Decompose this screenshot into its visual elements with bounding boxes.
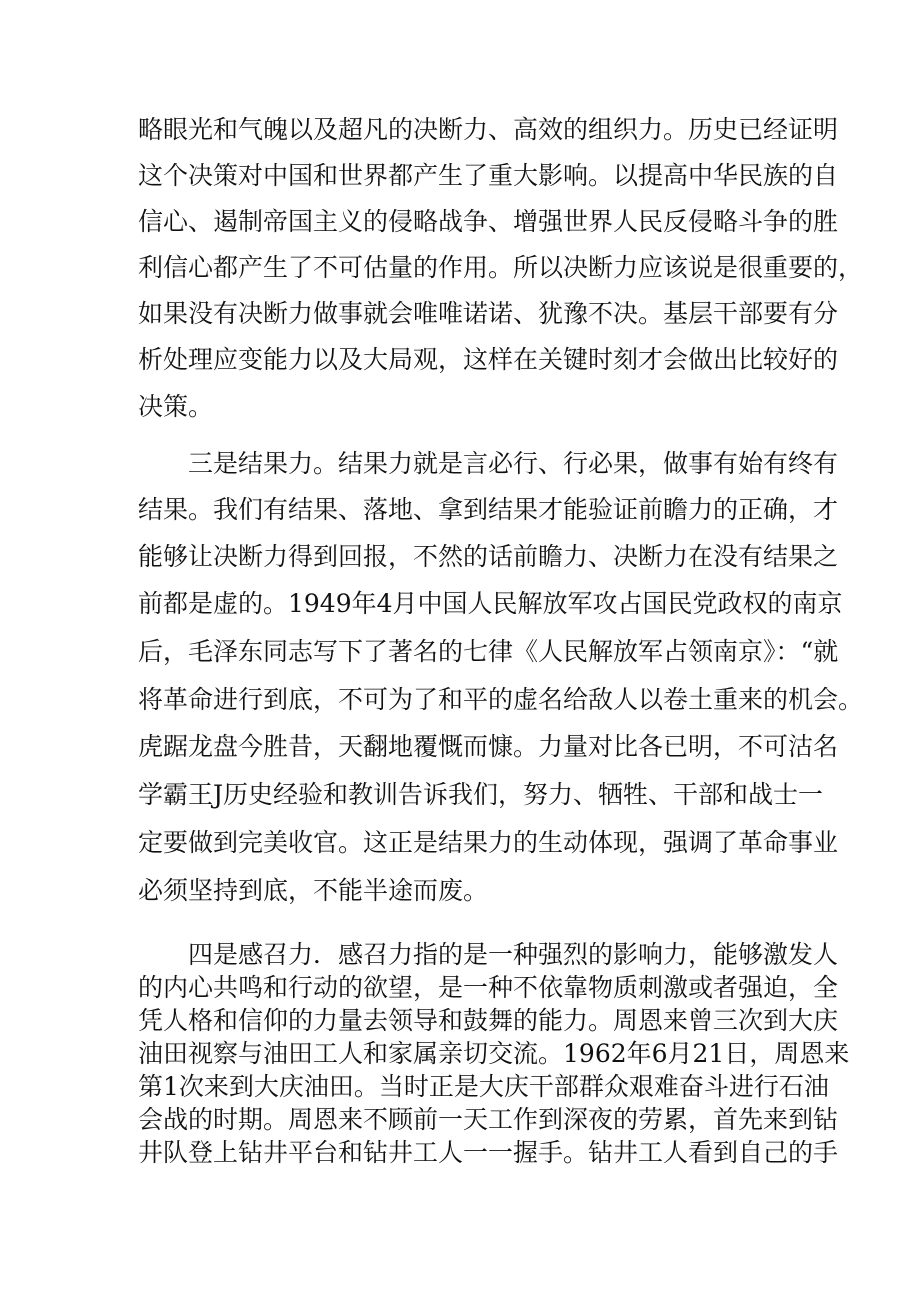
paragraph-line: 前都是虚的。1949年4月中国人民解放军攻占国民党政权的南京 [138,589,843,618]
paragraph-line: 第1次来到大庆油田。当时正是大庆干部群众艰难奋斗进行石油 [138,1072,829,1101]
paragraph-line: 四是感召力．感召力指的是一种强烈的影响力，能够激发人 [188,940,839,969]
paragraph-line: 略眼光和气魄以及超凡的决断力、高效的组织力。历史已经证明 [138,115,839,144]
paragraph-line: 必须坚持到底，不能半途而废。 [138,876,489,905]
paragraph-line: 决策。 [138,392,214,421]
paragraph-line: 结果。我们有结果、落地、拿到结果才能验证前瞻力的正确，才 [138,495,839,524]
paragraph-line: 会战的时期。周恩来不顾前一天工作到深夜的劳累，首先来到钻 [138,1105,839,1134]
paragraph-line: 后，毛泽东同志写下了著名的七律《人民解放军占领南京》：“就 [138,637,839,666]
paragraph-line: 将革命进行到底，不可为了和平的虚名给敌人以卷土重来的机会。 [138,685,864,714]
paragraph-line: 的内心共鸣和行动的欲望，是一种不依靠物质刺激或者强迫，全 [138,973,839,1002]
paragraph-line: 井队登上钻井平台和钻井工人一一握手。钻井工人看到自己的手 [138,1138,839,1167]
paragraph-line: 如果没有决断力做事就会唯唯诺诺、犹豫不决。基层干部要有分 [138,299,839,328]
paragraph-line: 这个决策对中国和世界都产生了重大影响。以提高中华民族的自 [138,161,839,190]
paragraph-line: 虎踞龙盘今胜昔，天翻地覆慨而慷。力量对比各已明，不可沽名 [138,732,839,761]
paragraph-line: 三是结果力。结果力就是言必行、行必果，做事有始有终有 [188,449,839,478]
paragraph-line: 析处理应变能力以及大局观，这样在关键时刻才会做出比较好的 [138,345,839,374]
paragraph-line: 利信心都产生了不可估量的作用。所以决断力应该说是很重要的， [138,253,864,282]
paragraph-line: 定要做到完美收官。这正是结果力的生动体现，强调了革命事业 [138,828,839,857]
paragraph-line: 学霸王J历史经验和教训告诉我们，努力、牺牲、干部和战士一 [138,780,824,809]
paragraph-line: 信心、遏制帝国主义的侵略战争、增强世界人民反侵略斗争的胜 [138,207,839,236]
paragraph-line: 凭人格和信仰的力量去领导和鼓舞的能力。周恩来曾三次到大庆 [138,1006,839,1035]
paragraph-line: 油田视察与油田工人和家属亲切交流。1962年6月21日，周恩来 [138,1039,850,1068]
paragraph-line: 能够让决断力得到回报，不然的话前瞻力、决断力在没有结果之 [138,542,839,571]
